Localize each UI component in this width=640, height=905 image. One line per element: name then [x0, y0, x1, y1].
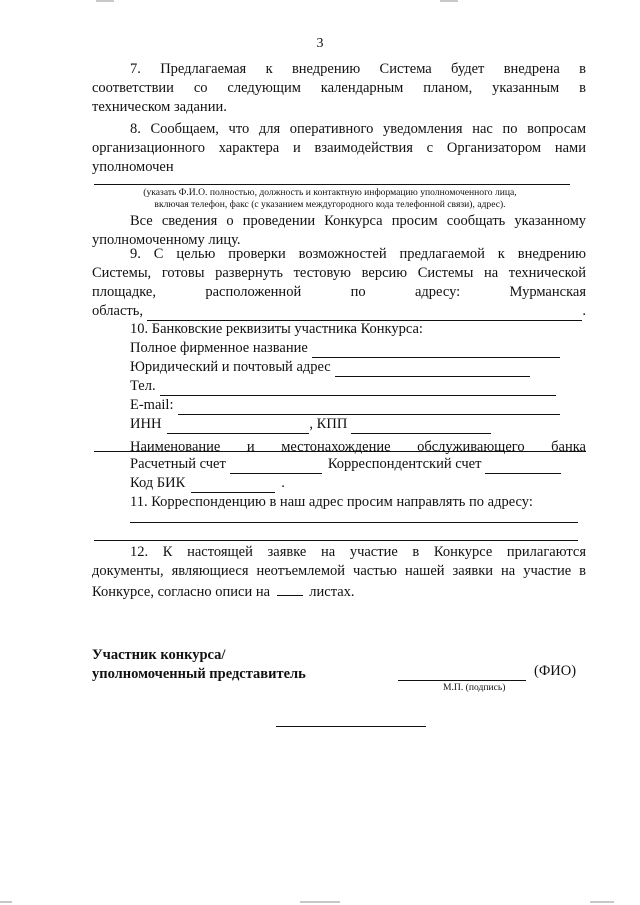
- paragraph-line: 9. С целью проверки возможностей предлагаемой к внедрению: [130, 246, 586, 262]
- paragraph-line: 7. Предлагаемая к внедрению Система будет внедрена в: [130, 61, 586, 77]
- correspondence-address-field-2[interactable]: [94, 540, 578, 541]
- representative-label: уполномоченный представитель: [92, 666, 306, 682]
- closing-rule: [276, 726, 426, 727]
- correspondence-address-field[interactable]: [130, 522, 578, 523]
- signature-field[interactable]: [398, 680, 526, 681]
- paragraph-line: документы, являющиеся неотъемлемой частью нашей заявки на участие в: [92, 563, 586, 579]
- email-row: E-mail:: [92, 396, 560, 415]
- kpp-field[interactable]: [351, 419, 491, 434]
- paragraph-12: [92, 543, 586, 602]
- paragraph-line: 12. К настоящей заявке на участие в Конкурсе прилагаются: [130, 544, 586, 560]
- sheets-count-field[interactable]: [277, 581, 303, 596]
- fio-label: (ФИО): [534, 663, 577, 679]
- account-block: [92, 455, 586, 512]
- stamp-signature-label: М.П. (подпись): [443, 682, 506, 693]
- authorized-person-hint: (указать Ф.И.О. полностью, должность и контактную информацию уполномоченного лица, включая телефон, факс (с указанием междугородного кода телефонной связи), адрес).: [143, 187, 517, 210]
- paragraph-line: уполномоченному лицу.: [92, 232, 241, 248]
- paragraph-8: [92, 120, 586, 177]
- bik-row: Код БИК .: [130, 475, 285, 491]
- scan-edge: [590, 901, 614, 903]
- region-address-field[interactable]: [147, 306, 582, 321]
- corr-account-field[interactable]: [485, 459, 561, 474]
- paragraph-line: соответствии со следующим календарным планом, указанным в: [92, 80, 586, 96]
- email-field[interactable]: [178, 400, 561, 415]
- paragraph-line: 8. Сообщаем, что для оперативного уведомления нас по вопросам: [130, 121, 586, 137]
- region-address-row: область, .: [92, 303, 586, 319]
- authorized-person-line[interactable]: [94, 184, 570, 185]
- phone-field[interactable]: [160, 381, 556, 396]
- scan-edge: [440, 0, 458, 2]
- paragraph-line: организационного характера и взаимодействия с Организатором нами: [92, 140, 586, 156]
- bank-details-title: 10. Банковские реквизиты участника Конкурса:: [130, 321, 423, 337]
- paragraph-7: [92, 60, 586, 117]
- account-field[interactable]: [230, 459, 322, 474]
- paragraph-line: площадке, расположенной по адресу: Мурманская: [92, 284, 586, 300]
- signature-block: [92, 646, 586, 684]
- company-name-row: Полное фирменное название: [92, 339, 560, 358]
- phone-row: Тел.: [92, 377, 556, 396]
- page-number: 3: [316, 36, 324, 51]
- paragraph-10: [92, 320, 586, 457]
- accounts-row: Расчетный счет Корреспондентский счет: [92, 455, 586, 474]
- scan-edge: [96, 0, 114, 2]
- inn-field[interactable]: [167, 419, 309, 434]
- address-field[interactable]: [335, 362, 530, 377]
- bik-field[interactable]: [191, 478, 275, 493]
- paragraph-line: техническом задании.: [92, 99, 227, 115]
- participant-label: Участник конкурса/: [92, 647, 226, 663]
- paragraph-line: Системы, готовы развернуть тестовую версию Системы на технической: [92, 265, 586, 281]
- correspondence-title: 11. Корреспонденцию в наш адрес просим направлять по адресу:: [130, 494, 533, 510]
- scan-edge: [0, 901, 12, 903]
- bank-name-label: Наименование и местонахождение обслуживающего банка: [130, 439, 586, 455]
- paragraph-9: [92, 245, 586, 321]
- scan-edge: [300, 901, 340, 903]
- paragraph-line: Все сведения о проведении Конкурса просим сообщать указанному: [130, 213, 586, 229]
- sheets-count-row: Конкурсе, согласно описи на листах.: [92, 581, 586, 602]
- paragraph-line: уполномочен: [92, 159, 174, 175]
- address-row: Юридический и почтовый адрес: [92, 358, 530, 377]
- company-name-field[interactable]: [312, 343, 560, 358]
- bank-name-field[interactable]: [94, 451, 586, 452]
- inn-kpp-row: ИНН , КПП: [92, 415, 586, 434]
